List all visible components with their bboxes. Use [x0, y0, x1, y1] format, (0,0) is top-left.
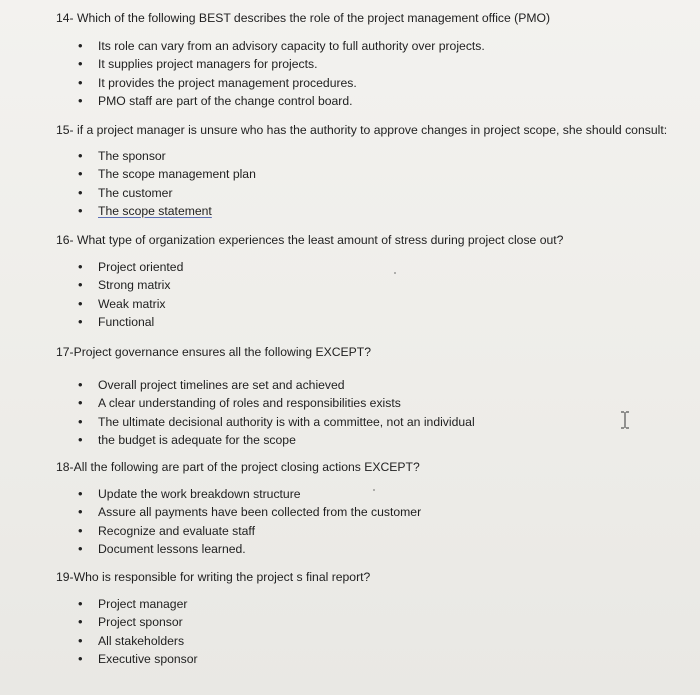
bullet-icon: •: [78, 431, 83, 447]
bullet-icon: •: [78, 259, 83, 274]
bullet-icon: •: [78, 413, 83, 429]
question-14-options: [76, 37, 485, 110]
bullet-icon: •: [78, 148, 83, 163]
bullet-icon: •: [78, 395, 83, 411]
screen-speck: [373, 489, 375, 491]
list-item: • Executive sponsor: [76, 650, 198, 668]
question-17-prompt: 17-Project governance ensures all the following EXCEPT?: [56, 345, 372, 359]
list-item: • It supplies project managers for projects.: [76, 55, 485, 73]
list-item: • The scope statement: [76, 202, 256, 220]
bullet-icon: •: [78, 522, 83, 538]
list-item: • the budget is adequate for the scope: [76, 431, 475, 449]
question-19-options: [76, 595, 198, 668]
list-item: • A clear understanding of roles and responsibilities exists: [76, 394, 475, 412]
bullet-icon: •: [78, 632, 83, 648]
question-18-prompt: 18-All the following are part of the project closing actions EXCEPT?: [56, 460, 420, 474]
bullet-icon: •: [78, 596, 83, 611]
list-item: • Strong matrix: [76, 276, 183, 294]
list-item: • Its role can vary from an advisory capacity to full authority over projects.: [76, 37, 485, 55]
list-item: • Functional: [76, 313, 183, 331]
bullet-icon: •: [78, 38, 83, 53]
list-item: • Recognize and evaluate staff: [76, 522, 421, 540]
bullet-icon: •: [78, 202, 83, 218]
list-item: • Update the work breakdown structure: [76, 485, 421, 503]
screen-speck: [394, 272, 396, 274]
list-item: • Document lessons learned.: [76, 540, 421, 558]
question-15-options: [76, 147, 256, 220]
bullet-icon: •: [78, 614, 83, 630]
list-item: • The ultimate decisional authority is with a committee, not an individual: [76, 413, 475, 431]
bullet-icon: •: [78, 377, 83, 392]
list-item: • Overall project timelines are set and achieved: [76, 376, 475, 394]
list-item: • Project oriented: [76, 258, 183, 276]
bullet-icon: •: [78, 486, 83, 501]
list-item: • It provides the project management procedures.: [76, 74, 485, 92]
question-15-prompt: 15- if a project manager is unsure who has the authority to approve changes in project scope, she should consult:: [56, 123, 668, 137]
list-item: • Project manager: [76, 595, 198, 613]
bullet-icon: •: [78, 277, 83, 293]
list-item: • Weak matrix: [76, 295, 183, 313]
bullet-icon: •: [78, 295, 83, 311]
bullet-icon: •: [78, 184, 83, 200]
list-item: • PMO staff are part of the change control board.: [76, 92, 485, 110]
bullet-icon: •: [78, 74, 83, 90]
bullet-icon: •: [78, 313, 83, 329]
list-item: • The scope management plan: [76, 165, 256, 183]
question-19-prompt: 19-Who is responsible for writing the project s final report?: [56, 570, 371, 584]
bullet-icon: •: [78, 92, 83, 108]
list-item: • The sponsor: [76, 147, 256, 165]
question-14-prompt: 14- Which of the following BEST describes the role of the project management office (PMO): [56, 11, 551, 25]
bullet-icon: •: [78, 650, 83, 666]
list-item: • All stakeholders: [76, 632, 198, 650]
list-item: • Assure all payments have been collected from the customer: [76, 503, 421, 521]
list-item: • Project sponsor: [76, 613, 198, 631]
question-17-options: [76, 376, 475, 449]
question-16-options: [76, 258, 183, 331]
question-18-options: [76, 485, 421, 558]
question-16-prompt: 16- What type of organization experiences the least amount of stress during project close out?: [56, 233, 564, 247]
bullet-icon: •: [78, 540, 83, 556]
bullet-icon: •: [78, 166, 83, 182]
list-item: • The customer: [76, 184, 256, 202]
bullet-icon: •: [78, 56, 83, 72]
bullet-icon: •: [78, 504, 83, 520]
text-cursor-icon: [620, 411, 630, 429]
